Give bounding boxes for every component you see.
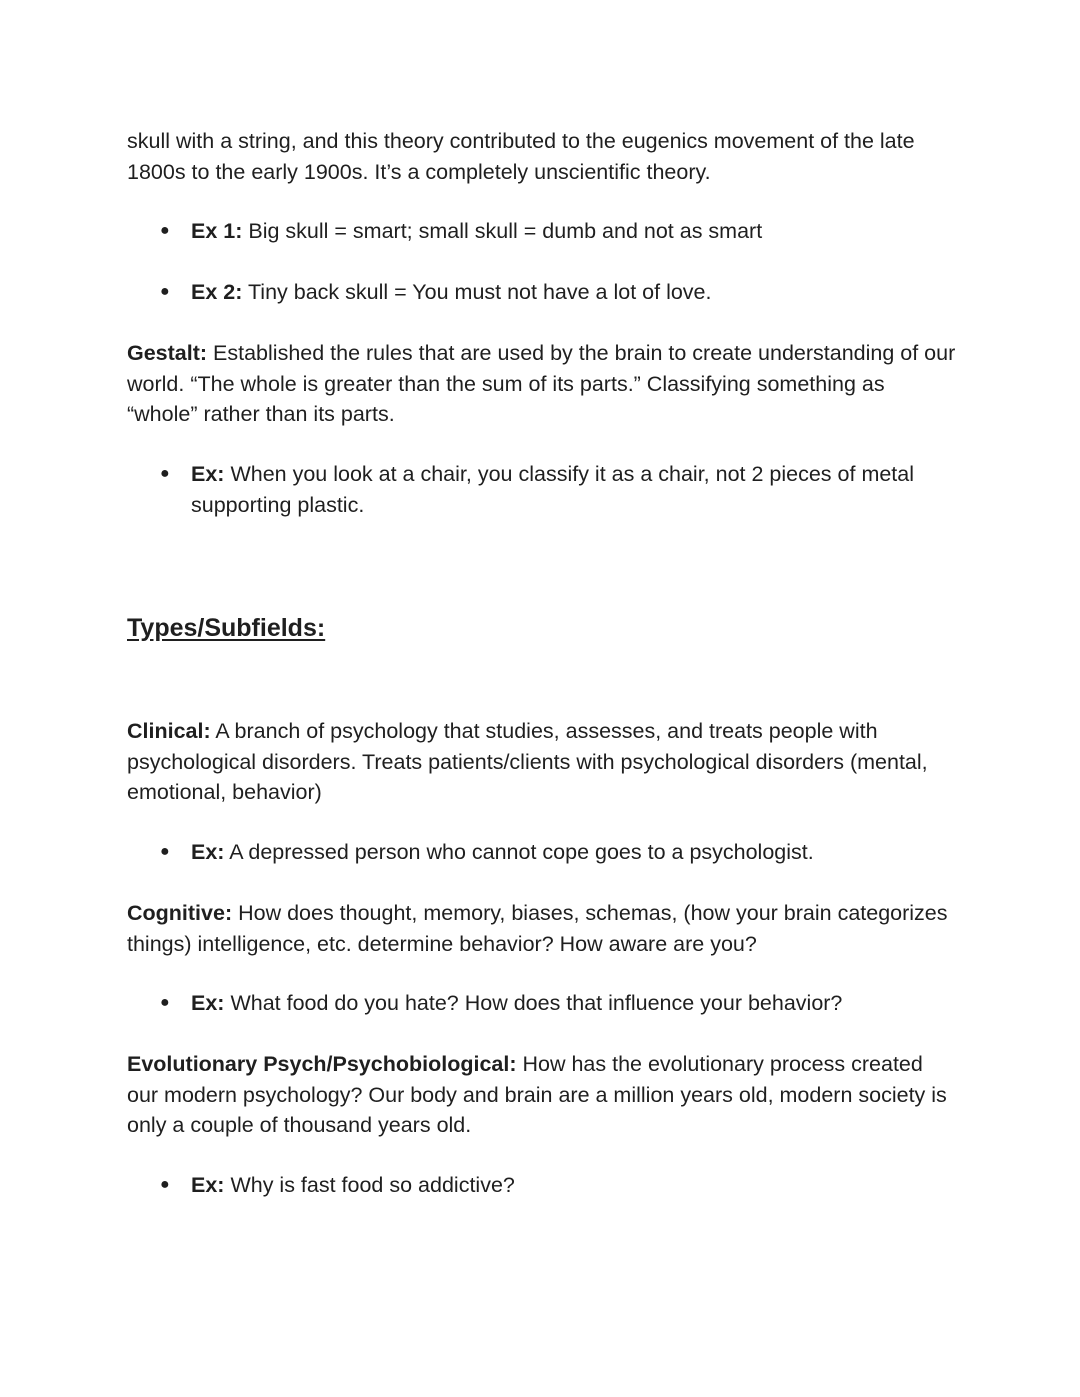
example-text: Why is fast food so addictive?	[224, 1173, 515, 1197]
example-label: Ex:	[191, 991, 225, 1015]
example-label: Ex:	[191, 1173, 225, 1197]
bullet-icon: ●	[160, 843, 170, 860]
clinical-paragraph	[127, 716, 957, 808]
example-text: Big skull = smart; small skull = dumb and not as smart	[242, 219, 763, 243]
clinical-definition: A branch of psychology that studies, assesses, and treats people with psychological disorders. Treats patients/clients with psychological disorders (mental, emotional, behavior)	[127, 719, 928, 804]
evolutionary-paragraph	[127, 1049, 957, 1141]
evolutionary-definition: How has the evolutionary process created our modern psychology? Our body and brain are a million years old, modern society is only a couple of thousand years old.	[127, 1052, 947, 1137]
gestalt-example	[160, 459, 961, 520]
term-evolutionary: Evolutionary Psych/Psychobiological:	[127, 1052, 517, 1076]
bullet-icon: ●	[160, 283, 170, 300]
phrenology-example-1	[160, 216, 961, 247]
cognitive-paragraph	[127, 898, 957, 959]
bullet-icon: ●	[160, 222, 170, 239]
example-label: Ex:	[191, 462, 225, 486]
example-label: Ex 1:	[191, 219, 243, 243]
phrenology-example-2	[160, 277, 961, 308]
example-label: Ex:	[191, 840, 225, 864]
term-clinical: Clinical:	[127, 719, 211, 743]
example-text: Tiny back skull = You must not have a lot of love.	[242, 280, 712, 304]
intro-paragraph: skull with a string, and this theory contributed to the eugenics movement of the late 1800s to the early 1900s. It’s a completely unscientific theory.	[127, 129, 915, 184]
example-text: When you look at a chair, you classify it as a chair, not 2 pieces of metal supporting plastic.	[191, 462, 915, 517]
gestalt-definition: Established the rules that are used by the brain to create understanding of our world. “The whole is greater than the sum of its parts.” Classifying something as “whole” rather than its parts.	[127, 341, 956, 426]
evolutionary-example	[160, 1170, 961, 1201]
clinical-example	[160, 837, 961, 868]
example-label: Ex 2:	[191, 280, 243, 304]
gestalt-paragraph	[127, 338, 957, 430]
section-heading-types-subfields: Types/Subfields:	[127, 614, 326, 642]
term-cognitive: Cognitive:	[127, 901, 233, 925]
example-text: A depressed person who cannot cope goes to a psychologist.	[224, 840, 814, 864]
bullet-icon: ●	[160, 465, 170, 482]
term-gestalt: Gestalt:	[127, 341, 208, 365]
bullet-icon: ●	[160, 1176, 170, 1193]
cognitive-example	[160, 988, 961, 1019]
example-text: What food do you hate? How does that influence your behavior?	[224, 991, 843, 1015]
bullet-icon: ●	[160, 994, 170, 1011]
cognitive-definition: How does thought, memory, biases, schemas, (how your brain categorizes things) intelligence, etc. determine behavior? How aware are you?	[127, 901, 948, 956]
